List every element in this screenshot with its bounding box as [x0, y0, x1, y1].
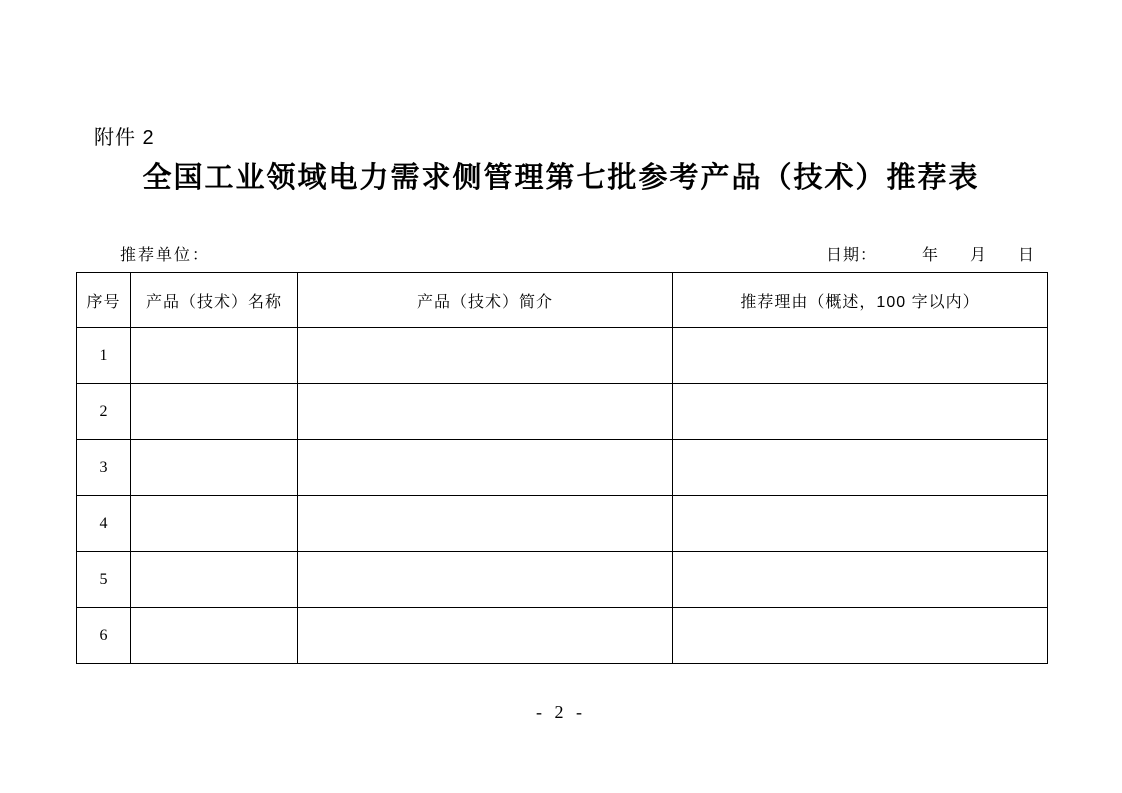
col-header-product-name: 产品（技术）名称 [131, 273, 298, 328]
cell-product-name [131, 608, 298, 664]
cell-recommend-reason [673, 440, 1048, 496]
attachment-label: 附件 2 [94, 127, 155, 149]
date-year-label: 年 [922, 247, 940, 264]
page-number: - 2 - [536, 702, 586, 722]
cell-recommend-reason [673, 328, 1048, 384]
cell-product-intro [298, 384, 673, 440]
table-row [77, 328, 1048, 384]
table-row [77, 384, 1048, 440]
date-month-label: 月 [970, 247, 988, 264]
col-header-recommend-reason: 推荐理由（概述，100 字以内） [673, 273, 1048, 328]
cell-product-name [131, 496, 298, 552]
date-line [826, 242, 1035, 265]
cell-recommend-reason [673, 496, 1048, 552]
cell-product-intro [298, 608, 673, 664]
cell-recommend-reason [673, 552, 1048, 608]
cell-product-name [131, 440, 298, 496]
document-title: 全国工业领域电力需求侧管理第七批参考产品（技术）推荐表 [142, 160, 980, 194]
col-header-product-intro: 产品（技术）简介 [298, 273, 673, 328]
cell-recommend-reason [673, 384, 1048, 440]
cell-serial-no: 2 [77, 384, 131, 440]
cell-product-intro [298, 552, 673, 608]
table-row [77, 496, 1048, 552]
meta-row [0, 242, 1122, 268]
cell-serial-no: 3 [77, 440, 131, 496]
table-row [77, 608, 1048, 664]
cell-product-intro [298, 440, 673, 496]
table-row [77, 552, 1048, 608]
cell-product-intro [298, 496, 673, 552]
cell-serial-no: 5 [77, 552, 131, 608]
cell-product-intro [298, 328, 673, 384]
recommendation-table [76, 272, 1048, 664]
cell-product-name [131, 328, 298, 384]
cell-product-name [131, 552, 298, 608]
cell-serial-no: 6 [77, 608, 131, 664]
cell-serial-no: 1 [77, 328, 131, 384]
recommending-unit-label: 推荐单位： [120, 247, 211, 264]
cell-product-name [131, 384, 298, 440]
date-label: 日期： [826, 247, 878, 264]
cell-recommend-reason [673, 608, 1048, 664]
table-header-row [77, 273, 1048, 328]
col-header-serial-no: 序号 [77, 273, 131, 328]
table-row [77, 440, 1048, 496]
cell-serial-no: 4 [77, 496, 131, 552]
date-day-label: 日 [1018, 247, 1036, 264]
